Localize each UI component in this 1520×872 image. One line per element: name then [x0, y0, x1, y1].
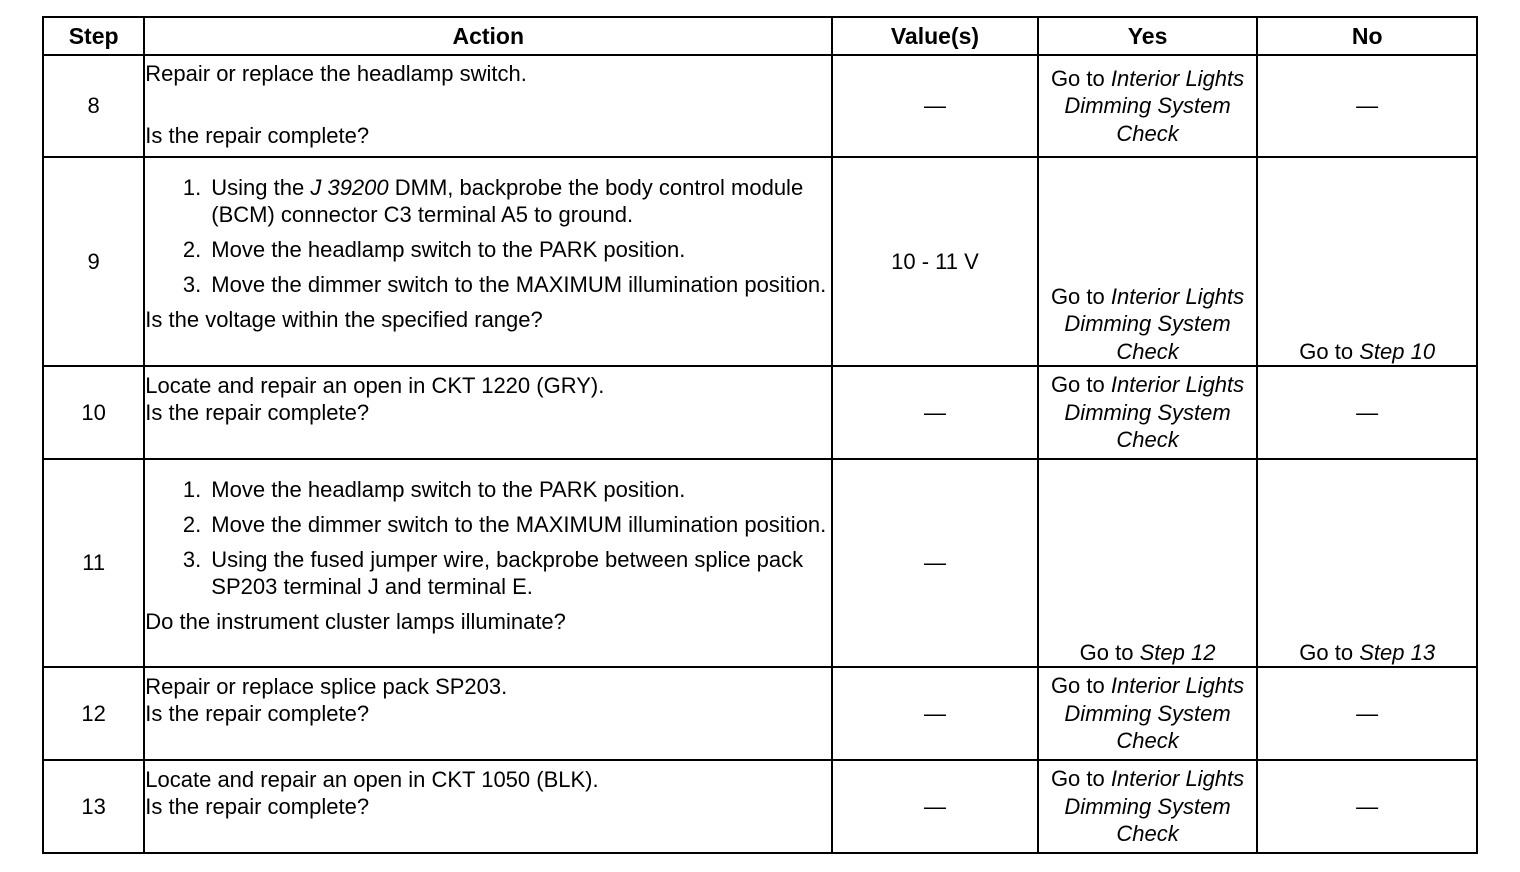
yes-prefix: Go to: [1079, 639, 1140, 665]
header-action: Action: [144, 17, 832, 55]
no-cell: [1257, 459, 1477, 667]
yes-prefix: Go to: [1050, 283, 1111, 309]
action-cell: [144, 366, 832, 459]
value-cell: 10 - 11 V: [832, 157, 1038, 366]
step-item-number: 2.: [182, 512, 202, 537]
step-item-number: 1.: [182, 175, 202, 200]
action-step: [145, 271, 831, 298]
table-row-step-12: [43, 667, 1477, 760]
diagnostic-table: [42, 16, 1478, 854]
step-item-number: 2.: [182, 237, 202, 262]
action-question: Is the repair complete?: [145, 400, 370, 425]
value-cell: —: [832, 760, 1038, 853]
action-step: [145, 476, 831, 503]
yes-link[interactable]: Interior Lights Dimming System Check: [1064, 283, 1245, 364]
no-prefix: Go to: [1299, 338, 1360, 364]
step-item-text: Move the dimmer switch to the MAXIMUM illumination position.: [211, 512, 827, 537]
action-cell: [144, 55, 832, 157]
value-cell: —: [832, 667, 1038, 760]
yes-prefix: Go to: [1050, 372, 1111, 398]
action-step: [145, 236, 831, 263]
no-cell: —: [1257, 667, 1477, 760]
table-row-step-8: [43, 55, 1477, 157]
step-number: 11: [43, 459, 144, 667]
yes-prefix: Go to: [1050, 766, 1111, 792]
header-row: [43, 17, 1477, 55]
yes-cell: [1038, 760, 1258, 853]
action-text: Locate and repair an open in CKT 1220 (GRY).: [145, 373, 605, 398]
value-cell: —: [832, 55, 1038, 157]
action-steps: [145, 476, 831, 600]
action-question: Is the repair complete?: [145, 123, 370, 148]
yes-prefix: Go to: [1050, 65, 1111, 91]
step-item-number: 1.: [182, 477, 202, 502]
no-cell: —: [1257, 760, 1477, 853]
no-cell: [1257, 157, 1477, 366]
yes-link[interactable]: Interior Lights Dimming System Check: [1064, 673, 1245, 754]
step-number: 13: [43, 760, 144, 853]
step-item-number: 3.: [182, 547, 202, 572]
action-question: Is the repair complete?: [145, 701, 370, 726]
step-item-text: DMM, backprobe the body control module (BCM) connector C3 terminal A5 to ground.: [211, 175, 804, 227]
value-cell: —: [832, 459, 1038, 667]
step-number: 10: [43, 366, 144, 459]
step-number: 9: [43, 157, 144, 366]
header-yes: Yes: [1038, 17, 1258, 55]
yes-cell: [1038, 459, 1258, 667]
no-cell: —: [1257, 55, 1477, 157]
step-number: 12: [43, 667, 144, 760]
table-row-step-11: [43, 459, 1477, 667]
action-text: Locate and repair an open in CKT 1050 (BLK).: [145, 767, 599, 792]
action-step: [145, 546, 831, 600]
yes-link[interactable]: Interior Lights Dimming System Check: [1064, 766, 1245, 847]
action-text: Repair or replace the headlamp switch.: [145, 61, 527, 86]
no-cell: —: [1257, 366, 1477, 459]
step-item-text: Using the fused jumper wire, backprobe between splice pack SP203 terminal J and terminal E.: [211, 547, 804, 599]
yes-link[interactable]: Interior Lights Dimming System Check: [1064, 372, 1245, 453]
yes-prefix: Go to: [1050, 673, 1111, 699]
no-link[interactable]: Step 10: [1359, 338, 1436, 364]
action-step: [145, 511, 831, 538]
action-text: Repair or replace splice pack SP203.: [145, 674, 508, 699]
no-prefix: Go to: [1299, 639, 1360, 665]
table-row-step-13: [43, 760, 1477, 853]
action-cell: [144, 157, 832, 366]
step-item-number: 3.: [182, 272, 202, 297]
header-step: Step: [43, 17, 144, 55]
step-item-text: Move the headlamp switch to the PARK position.: [211, 477, 686, 502]
action-step: [145, 174, 831, 228]
yes-cell: [1038, 157, 1258, 366]
action-question: Is the repair complete?: [145, 794, 370, 819]
table-row-step-9: [43, 157, 1477, 366]
yes-link[interactable]: Step 12: [1139, 639, 1216, 665]
step-item-text: Using the: [211, 175, 311, 200]
action-question: Do the instrument cluster lamps illuminate?: [145, 609, 566, 634]
value-cell: —: [832, 366, 1038, 459]
no-link[interactable]: Step 13: [1359, 639, 1436, 665]
table-row-step-10: [43, 366, 1477, 459]
step-item-text: Move the dimmer switch to the MAXIMUM illumination position.: [211, 272, 827, 297]
action-question: Is the voltage within the specified range?: [145, 307, 543, 332]
tool-reference: J 39200: [310, 175, 389, 200]
yes-cell: [1038, 55, 1258, 157]
header-no: No: [1257, 17, 1477, 55]
step-item-text: Move the headlamp switch to the PARK position.: [211, 237, 686, 262]
action-cell: [144, 459, 832, 667]
yes-cell: [1038, 366, 1258, 459]
yes-link[interactable]: Interior Lights Dimming System Check: [1064, 65, 1245, 146]
action-cell: [144, 760, 832, 853]
action-cell: [144, 667, 832, 760]
action-steps: [145, 174, 831, 298]
step-number: 8: [43, 55, 144, 157]
yes-cell: [1038, 667, 1258, 760]
header-value: Value(s): [832, 17, 1038, 55]
